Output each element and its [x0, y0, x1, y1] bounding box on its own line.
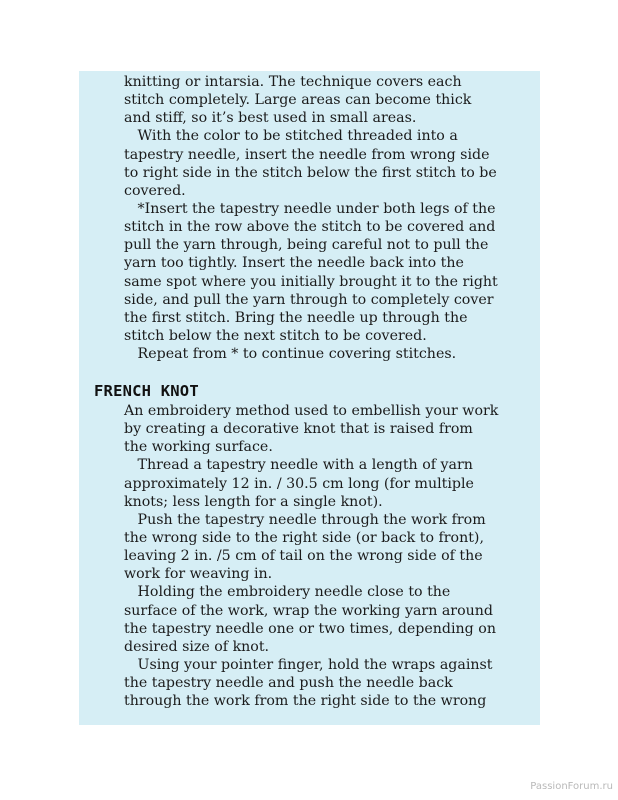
- text-line: An embroidery method used to embellish your work: [124, 403, 499, 419]
- text-line: stitch in the row above the stitch to be covered and: [124, 219, 496, 236]
- watermark: PassionForum.ru: [530, 781, 613, 792]
- text-line: and stiff, so it’s best used in small areas.: [124, 110, 417, 127]
- text-line: by creating a decorative knot that is raised from: [124, 421, 473, 438]
- text-line: the working surface.: [124, 439, 273, 456]
- text-line: the tapestry needle and push the needle back: [124, 675, 453, 692]
- text-line: Holding the embroidery needle close to the: [124, 584, 451, 601]
- text-line: stitch below the next stitch to be covered.: [124, 327, 427, 344]
- text-line: Push the tapestry needle through the work from: [124, 511, 486, 528]
- text-line: desired size of knot.: [124, 638, 270, 655]
- text-line: surface of the work, wrap the working yarn around: [124, 602, 493, 619]
- text-line: covered.: [124, 182, 186, 199]
- text-line: tapestry needle, insert the needle from wrong side: [124, 146, 490, 163]
- text-line: approximately 12 in. / 30.5 cm long (for multiple: [124, 475, 474, 492]
- text-line: stitch completely. Large areas can become thick: [124, 92, 472, 109]
- section-heading-french-knot: FRENCH KNOT: [94, 382, 199, 400]
- text-line: through the work from the right side to the wrong: [124, 693, 487, 710]
- text-line: *Insert the tapestry needle under both legs of the: [124, 200, 496, 217]
- text-line: work for weaving in.: [124, 566, 273, 583]
- text-line: knitting or intarsia. The technique covers each: [124, 74, 462, 90]
- text-line: knots; less length for a single knot).: [124, 493, 383, 510]
- text-line: Thread a tapestry needle with a length of yarn: [124, 457, 473, 474]
- text-line: With the color to be stitched threaded into a: [124, 128, 458, 145]
- text-line: Using your pointer finger, hold the wraps against: [124, 656, 493, 673]
- text-line: the wrong side to the right side (or back to front),: [124, 529, 484, 546]
- text-line: side, and pull the yarn through to completely cover: [124, 291, 494, 308]
- french-knot-text: [124, 402, 544, 710]
- text-line: Repeat from * to continue covering stitches.: [124, 346, 457, 363]
- text-line: leaving 2 in. /5 cm of tail on the wrong side of the: [124, 548, 483, 565]
- duplicate-stitch-text: [124, 73, 544, 363]
- text-line: pull the yarn through, being careful not to pull the: [124, 237, 489, 254]
- text-line: the tapestry needle one or two times, depending on: [124, 620, 496, 637]
- text-line: to right side in the stitch below the first stitch to be: [124, 164, 497, 181]
- text-line: the first stitch. Bring the needle up through the: [124, 309, 468, 326]
- text-line: yarn too tightly. Insert the needle back into the: [124, 255, 464, 272]
- text-line: same spot where you initially brought it to the right: [124, 273, 498, 290]
